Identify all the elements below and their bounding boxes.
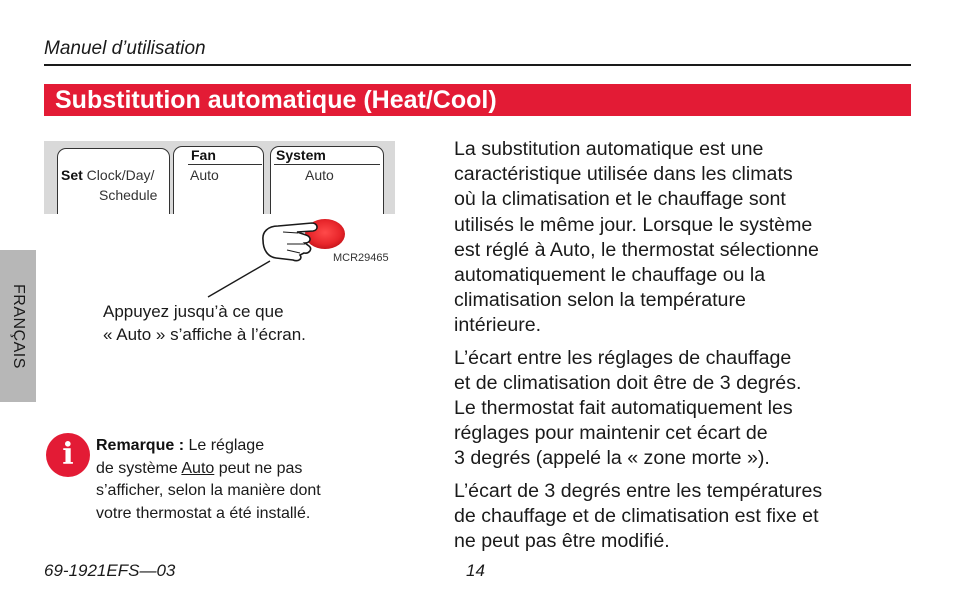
note-line2-post: peut ne pas [214, 459, 303, 477]
paragraph-1 [454, 137, 904, 339]
p3-line: de chauffage et de climatisation est fixe et [454, 504, 819, 527]
pointer-line [208, 261, 270, 297]
language-tab-label: FRANÇAIS [10, 283, 27, 369]
note-box [96, 435, 396, 525]
pointing-hand-icon [263, 223, 317, 261]
caption-line: Appuyez jusqu’à ce que [103, 302, 284, 321]
note-line2-pre: de système [96, 459, 182, 477]
note-label: Remarque : [96, 437, 185, 454]
p2-line: et de climatisation doit être de 3 degrés. [454, 371, 802, 394]
manual-label: Manuel d’utilisation [44, 38, 206, 59]
set-label-bold: Set [61, 167, 83, 183]
p1-line: climatisation selon la température [454, 289, 746, 312]
fan-value: Auto [190, 167, 219, 183]
p1-line: La substitution automatique est une [454, 138, 764, 160]
p1-line: est réglé à Auto, le thermostat sélectionne [454, 238, 819, 261]
p1-line: caractéristique utilisée dans les climats [454, 163, 793, 186]
note-line: s’afficher, selon la manière dont [96, 482, 321, 499]
paragraph-3 [454, 479, 904, 555]
note-line: votre thermostat a été installé. [96, 504, 311, 522]
p3-line: L’écart de 3 degrés entre les températures [454, 479, 823, 502]
p2-line: L’écart entre les réglages de chauffage [454, 346, 792, 369]
system-label: System [276, 147, 326, 163]
schedule-label: Schedule [99, 187, 158, 203]
p1-line: utilisés le même jour. Lorsque le système [454, 213, 813, 236]
note-line [96, 458, 396, 481]
p1-line: automatiquement le chauffage ou la [454, 264, 766, 287]
p1-line: où la climatisation et le chauffage sont [454, 188, 786, 211]
section-title: Substitution automatique (Heat/Cool) [44, 84, 911, 116]
caption-line: « Auto » s’affiche à l’écran. [103, 325, 306, 344]
note-line1: Le réglage [184, 437, 265, 454]
p1-line: intérieure. [454, 314, 542, 337]
figure-caption [103, 300, 306, 346]
page-number: 14 [466, 561, 485, 580]
set-label-rest: Clock/Day/ [82, 167, 155, 183]
paragraph-2 [454, 346, 904, 472]
body-text [454, 137, 904, 561]
document-number: 69-1921EFS—03 [44, 561, 176, 580]
info-icon: i [62, 437, 74, 472]
note-line [96, 435, 396, 458]
note-auto-underlined: Auto [181, 459, 215, 477]
p2-line: Le thermostat fait automatiquement les [454, 397, 793, 420]
system-value: Auto [305, 167, 334, 183]
p3-line: ne peut pas être modifié. [454, 530, 670, 553]
p2-line: réglages pour maintenir cet écart de [454, 422, 768, 445]
figure-code: MCR29465 [333, 252, 389, 264]
fan-label: Fan [191, 147, 216, 163]
p2-line: 3 degrés (appelé la « zone morte »). [454, 447, 770, 470]
